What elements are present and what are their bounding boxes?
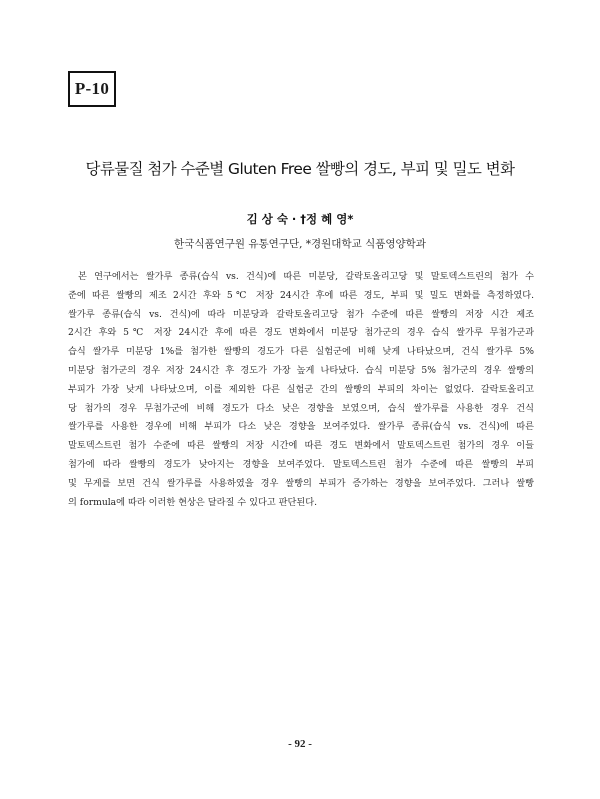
abstract xyxy=(68,268,534,512)
paper-title: 당류물질 첨가 수준별 Gluten Free 쌀빵의 경도, 부피 및 밀도 변화 xyxy=(85,160,515,178)
authors: 김 상 숙 · †정 혜 영* xyxy=(246,212,354,226)
abstract-line: 쌀가루를 사용한 경우에 비해 부피가 다소 낮은 경향을 보여주었다. 쌀가루 종류(습식 vs. 건식)에 따른 xyxy=(68,421,534,433)
affiliation: 한국식품연구원 유통연구단, *경원대학교 식품영양학과 xyxy=(174,238,426,250)
abstract-line: 준에 따른 쌀빵의 제조 2시간 후와 5℃ 저장 24시간 후에 따른 경도, 부피 및 밀도 변화를 측정하였다. xyxy=(68,289,534,301)
abstract-line: 부피가 가장 낮게 나타났으며, 이를 제외한 다른 실험군 간의 쌀빵의 부피의 차이는 없었다. 갈락토올리고 xyxy=(68,383,534,395)
poster-code-box xyxy=(68,71,116,107)
abstract-line: 및 무게를 보면 건식 쌀가루를 사용하였을 경우 쌀빵의 부피가 증가하는 경향을 보여주었다. 그러나 쌀빵 xyxy=(68,477,534,489)
poster-code: P-10 xyxy=(74,79,110,98)
abstract-line: 2시간 후와 5℃ 저장 24시간 후에 따른 경도 변화에서 미분당 첨가군의 경우 습식 쌀가루 무첨가군과 xyxy=(68,327,534,339)
abstract-line: 당 첨가의 경우 무첨가군에 비해 경도가 다소 낮은 경향을 보였으며, 습식 쌀가루를 사용한 경우 건식 xyxy=(68,402,534,414)
abstract-line: 말토덱스트린 첨가 수준에 따른 쌀빵의 저장 시간에 따른 경도 변화에서 말토덱스트린 첨가의 경우 이들 xyxy=(68,440,534,452)
abstract-line: 미분당 첨가군의 경우 저장 24시간 후 경도가 가장 높게 나타났다. 습식 미분당 5% 첨가군의 경우 쌀빵의 xyxy=(68,364,534,376)
abstract-line: 본 연구에서는 쌀가루 종류(습식 vs. 건식)에 따른 미분당, 갈락토올리고당 및 말토덱스트린의 첨가 수 xyxy=(78,271,534,282)
abstract-line: 쌀가루 종류(습식 vs. 건식)에 따라 미분당과 갈락토올리고당 첨가 수준에 따른 쌀빵의 저장 시간 제조 xyxy=(68,308,534,320)
abstract-line: 첨가에 따라 쌀빵의 경도가 낮아지는 경향을 보여주었다. 말토덱스트린 첨가 수준에 따른 쌀빵의 부피 xyxy=(68,458,534,470)
abstract-line: 의 formula에 따라 이러한 현상은 달라질 수 있다고 판단된다. xyxy=(68,496,318,508)
abstract-line: 습식 쌀가루 미분당 1%를 첨가한 쌀빵의 경도가 다른 실험군에 비해 낮게 나타났으며, 건식 쌀가루 5% xyxy=(68,346,534,358)
page-number: - 92 - xyxy=(288,738,312,750)
